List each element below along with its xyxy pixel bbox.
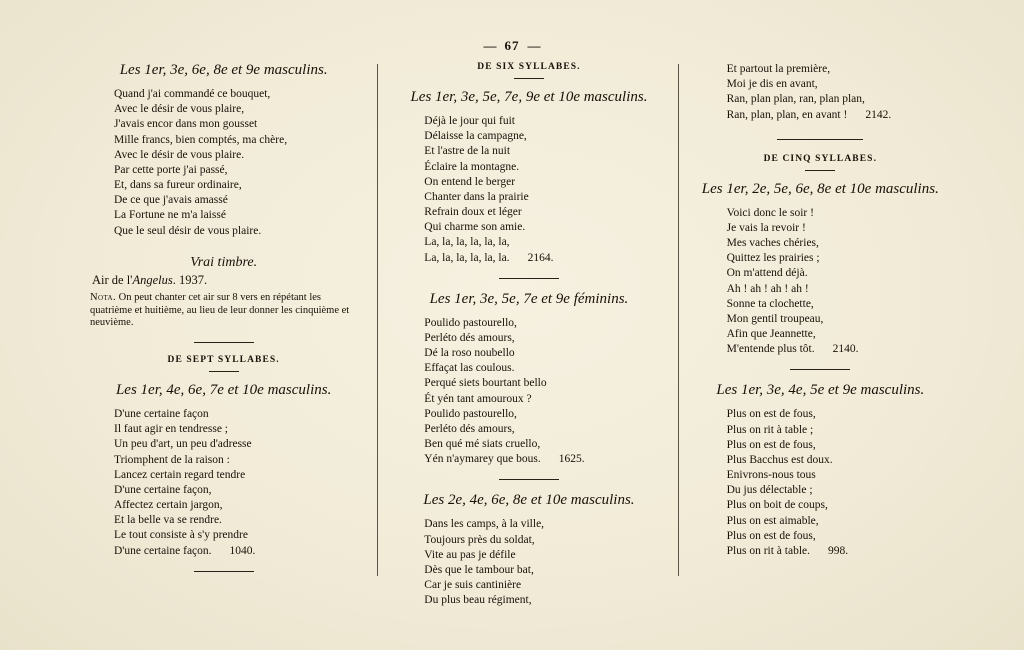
verse-line: Avec le désir de vous plaire. [114, 148, 245, 161]
air-prefix: Air de l' [92, 272, 133, 287]
verse-line: Effaçat las coulous. [424, 362, 515, 375]
verse-line: D'une certaine façon [114, 408, 209, 421]
verse-line: Et l'astre de la nuit [424, 145, 511, 158]
section-divider [499, 479, 559, 480]
verse-line: Perléto dés amours, [424, 331, 515, 344]
verse-line: Ran, plan, plan, en avant ! [726, 108, 848, 121]
verse-line: Plus on rit à table ; [726, 423, 814, 436]
verse-line: Éclaire la montagne. [424, 160, 520, 173]
song-reference: 2140. [832, 343, 859, 356]
verse-line-with-ref [424, 452, 659, 467]
verse-line: Quittez les prairies ; [726, 252, 820, 265]
verse-line: Plus on boit de coups, [726, 499, 828, 512]
verse-line: Vite au pas je défile [424, 548, 516, 561]
verse-line: Ét yén tant amouroux ? [424, 392, 532, 405]
poem-verse [398, 316, 659, 468]
verse-line: Mon gentil troupeau, [726, 312, 824, 325]
nota-text: On peut chanter cet air sur 8 vers en répétant les quatrième et huitième, au lieu de leur donner les cinquième et neuvième. [90, 291, 350, 329]
song-reference: 2164. [527, 251, 554, 264]
section-rule [805, 170, 835, 171]
verse-line: Et la belle va se rendre. [114, 514, 222, 527]
poem-verse [88, 407, 359, 559]
section-divider [777, 139, 863, 140]
verse-line: Dans les camps, à la ville, [424, 518, 545, 531]
verse-line: Par cette porte j'ai passé, [114, 163, 228, 176]
verse-line: Plus on est aimable, [726, 514, 819, 527]
verse-line: Que le seul désir de vous plaire. [114, 224, 262, 237]
verse-line: D'une certaine façon, [114, 483, 212, 496]
air-reference [88, 273, 359, 288]
verse-line: Et, dans sa fureur ordinaire, [114, 179, 242, 192]
verse-line: Voici donc le soir ! [726, 206, 814, 219]
verse-line: Plus on est de fous, [726, 529, 816, 542]
column-center [378, 62, 677, 607]
page-number [0, 38, 1024, 54]
verse-line-with-ref [424, 251, 659, 266]
verse-line: Un peu d'art, un peu d'adresse [114, 438, 252, 451]
section-title-cinq-syllabes: DE CINQ SYLLABES. [763, 153, 878, 164]
verse-line-with-ref [727, 108, 940, 123]
column-right [679, 62, 940, 582]
verse-line: Du jus délectable ; [726, 484, 813, 497]
verse-line: Ran, plan plan, ran, plan plan, [726, 93, 865, 106]
section-divider [790, 369, 850, 370]
nota-label: Nota. [90, 291, 117, 303]
verse-line: Yén n'aymarey que bous. [424, 453, 541, 466]
poem-verse [701, 206, 940, 358]
verse-line: Quand j'ai commandé ce bouquet, [114, 88, 271, 100]
section-rule [209, 371, 239, 372]
verse-line: Car je suis cantinière [424, 579, 522, 592]
verse-line: La, la, la, la, la, la, [424, 236, 510, 249]
verse-line: Avec le désir de vous plaire, [114, 103, 245, 116]
poem-heading: Les 1er, 2e, 5e, 6e, 8e et 10e masculins. [701, 180, 939, 197]
poem-heading: Les 1er, 4e, 6e, 7e et 10e masculins. [115, 382, 332, 399]
section-divider [194, 342, 254, 343]
verse-line: D'une certaine façon. [114, 544, 212, 557]
poem-verse [398, 114, 659, 266]
poem-verse [398, 517, 659, 608]
verse-line: M'entende plus tôt. [726, 343, 815, 356]
column-left [88, 62, 377, 582]
poem-verse [701, 407, 940, 559]
verse-line: Délaisse la campagne, [424, 130, 527, 143]
song-reference: 1625. [558, 453, 585, 466]
song-reference: 1040. [229, 544, 256, 557]
page-number-dash-left: — [483, 38, 497, 53]
verse-line: Enivrons-nous tous [726, 469, 816, 482]
poem-verse-continued [701, 62, 940, 123]
song-reference: 2142. [865, 108, 892, 121]
verse-line: Le tout consiste à s'y prendre [114, 529, 248, 542]
verse-line: Mes vaches chéries, [726, 237, 819, 250]
verse-line-with-ref [114, 544, 359, 559]
verse-line: Plus on est de fous, [726, 408, 816, 421]
verse-line: Ah ! ah ! ah ! ah ! [726, 282, 809, 295]
verse-line: Du plus beau régiment, [424, 594, 532, 607]
verse-line: Plus on rit à table. [726, 544, 810, 557]
verse-line: Affectez certain jargon, [114, 499, 223, 512]
poem-heading: Les 1er, 3e, 5e, 7e, 9e et 10e masculins. [410, 89, 648, 105]
section-divider [194, 571, 254, 572]
poem-verse [88, 87, 359, 239]
verse-line: Mille francs, bien comptés, ma chère, [114, 133, 288, 146]
verse-line: De ce que j'avais amassé [114, 194, 228, 207]
verse-line: Dé la roso noubello [424, 347, 515, 360]
page-number-value: 67 [504, 38, 520, 53]
column-container [88, 62, 940, 607]
verse-line: Perqué siets bourtant bello [424, 377, 547, 390]
song-reference: 998. [828, 544, 849, 557]
verse-line: On m'attend déjà. [726, 267, 808, 280]
vrai-timbre-heading: Vrai timbre. [190, 254, 258, 270]
section-divider [499, 278, 559, 279]
poem-heading: Les 1er, 3e, 6e, 8e et 9e masculins. [119, 62, 328, 78]
verse-line: Ben qué mé siats cruello, [424, 438, 541, 451]
verse-line: Poulido pastourello, [424, 316, 517, 329]
verse-line: Poulido pastourello, [424, 407, 517, 420]
verse-line: Chanter dans la prairie [424, 190, 529, 203]
verse-line: Qui charme son amie. [424, 221, 526, 234]
verse-line: Refrain doux et léger [424, 206, 522, 219]
verse-line: J'avais encor dans mon gousset [114, 118, 258, 131]
verse-line: Perléto dés amours, [424, 422, 515, 435]
verse-line: Afin que Jeannette, [726, 328, 816, 341]
verse-line: Et partout la première, [726, 63, 831, 75]
verse-line: Il faut agir en tendresse ; [114, 423, 228, 436]
poem-heading: Les 2e, 4e, 6e, 8e et 10e masculins. [423, 492, 635, 509]
verse-line: Sonne ta clochette, [726, 297, 814, 310]
page-number-dash-right: — [527, 38, 541, 53]
poem-heading: Les 1er, 3e, 5e, 7e et 9e féminins. [429, 290, 629, 307]
verse-line: Toujours près du soldat, [424, 533, 535, 546]
verse-line: La, la, la, la, la, la. [424, 251, 510, 264]
nota-block [88, 292, 359, 330]
section-title-sept-syllabes: DE SEPT SYLLABES. [167, 355, 280, 366]
air-suffix: . 1937. [172, 272, 208, 287]
verse-line-with-ref [727, 342, 940, 357]
section-rule [514, 78, 544, 79]
verse-line: Déjà le jour qui fuit [424, 115, 515, 127]
section-title-six-syllabes: DE SIX SYLLABES. [477, 62, 581, 72]
verse-line: Lancez certain regard tendre [114, 468, 246, 481]
verse-line: La Fortune ne m'a laissé [114, 209, 226, 222]
verse-line: Triomphent de la raison : [114, 453, 230, 466]
verse-line: Je vais la revoir ! [726, 221, 806, 234]
verse-line: Dès que le tambour bat, [424, 563, 534, 576]
verse-line: On entend le berger [424, 175, 516, 188]
verse-line: Plus on est de fous, [726, 438, 816, 451]
verse-line-with-ref [727, 544, 940, 559]
verse-line: Moi je dis en avant, [726, 78, 818, 91]
poem-heading: Les 1er, 3e, 4e, 5e et 9e masculins. [716, 382, 925, 399]
verse-line: Plus Bacchus est doux. [726, 453, 833, 466]
air-title: Angelus [132, 272, 173, 287]
